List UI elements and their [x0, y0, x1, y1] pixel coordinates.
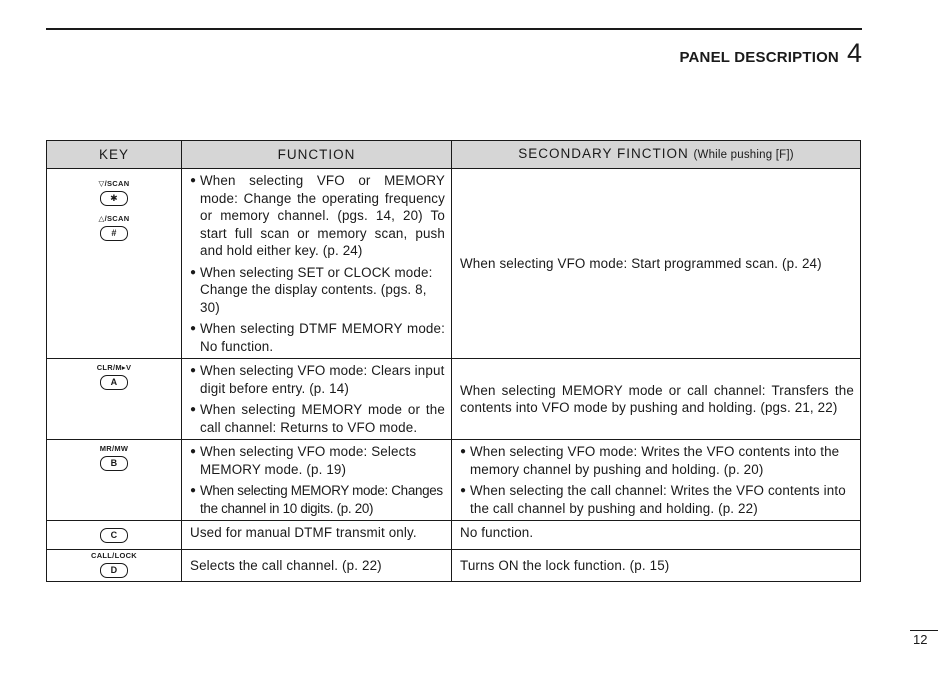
section-title: PANEL DESCRIPTION: [679, 49, 839, 66]
key-label: MR/MW: [99, 444, 129, 453]
table-row: [47, 550, 861, 582]
key-label: CALL/LOCK: [90, 551, 138, 560]
key-cell: [47, 359, 182, 440]
secondary-cell: [452, 521, 861, 550]
header-secondary-note: (While pushing [F]): [693, 148, 794, 161]
list-item: ● When selecting the call channel: Writes the VFO contents into the call channel by pushing and holding. (p. 22): [460, 483, 846, 516]
list-item: ● When selecting SET or CLOCK mode: Change the display contents. (pgs. 8, 30): [190, 264, 433, 315]
table-row: [47, 169, 861, 359]
header-secondary-label: SECONDARY FINCTION: [518, 145, 689, 161]
function-text: Used for manual DTMF transmit only.: [190, 525, 417, 540]
b-key-icon: B: [100, 456, 128, 471]
key-function-table: [46, 140, 861, 582]
key-cell: [47, 169, 182, 359]
table-header-row: [47, 141, 861, 169]
header-key: KEY: [47, 141, 182, 169]
function-text: Selects the call channel. (p. 22): [190, 557, 382, 573]
list-item: ● When selecting MEMORY mode: Changes the channel in 10 digits. (p. 20): [190, 483, 443, 516]
list-item: ● When selecting VFO or MEMORY mode: Change the operating frequency or memory channel. (pgs. 14, 20) To start full scan or memory scan, push and hold either key. (p. 24): [190, 173, 445, 258]
list-item: ● When selecting MEMORY mode or the call channel: Returns to VFO mode.: [190, 402, 445, 435]
list-item: ● When selecting VFO mode: Selects MEMORY mode. (p. 19): [190, 444, 417, 477]
a-key-icon: A: [100, 375, 128, 390]
key-cell: [47, 440, 182, 521]
key-cell: [47, 521, 182, 550]
secondary-text: Turns ON the lock function. (p. 15): [460, 557, 670, 573]
secondary-cell: [452, 359, 861, 440]
secondary-text: When selecting MEMORY mode or call channel: Transfers the contents into VFO mode by pushing and holding. (pgs. 21, 22): [460, 382, 854, 415]
key-scan-down: [47, 179, 181, 208]
function-cell: [182, 550, 452, 582]
list-item: ● When selecting VFO mode: Writes the VFO contents into the memory channel by pushing and holding. (p. 20): [460, 444, 840, 477]
page-header: [679, 38, 862, 69]
table-row: [47, 440, 861, 521]
secondary-cell: [452, 550, 861, 582]
page-number-rule: [910, 630, 938, 631]
c-key-icon: C: [100, 528, 128, 543]
function-cell: [182, 521, 452, 550]
key-label: ▽/SCAN: [98, 179, 130, 188]
secondary-cell: [452, 169, 861, 359]
secondary-text: When selecting VFO mode: Start programmed scan. (p. 24): [460, 255, 822, 271]
key-cell: [47, 550, 182, 582]
header-secondary: [452, 141, 861, 169]
d-key-icon: D: [100, 563, 128, 578]
key-label: CLR/M▸V: [96, 363, 132, 372]
key-label: △/SCAN: [98, 214, 130, 223]
table-row: [47, 521, 861, 550]
asterisk-key-icon: ✱: [100, 191, 128, 206]
chapter-number: 4: [846, 38, 862, 68]
function-cell: [182, 440, 452, 521]
secondary-text: No function.: [460, 525, 534, 540]
table-row: [47, 359, 861, 440]
list-item: ● When selecting DTMF MEMORY mode: No function.: [190, 321, 445, 354]
key-scan-up: [47, 214, 181, 243]
function-cell: [182, 169, 452, 359]
hash-key-icon: #: [100, 226, 128, 241]
list-item: ● When selecting VFO mode: Clears input digit before entry. (p. 14): [190, 363, 445, 396]
function-cell: [182, 359, 452, 440]
page-number: 12: [913, 632, 928, 647]
secondary-cell: [452, 440, 861, 521]
top-rule: [46, 28, 862, 30]
header-function: FUNCTION: [182, 141, 452, 169]
